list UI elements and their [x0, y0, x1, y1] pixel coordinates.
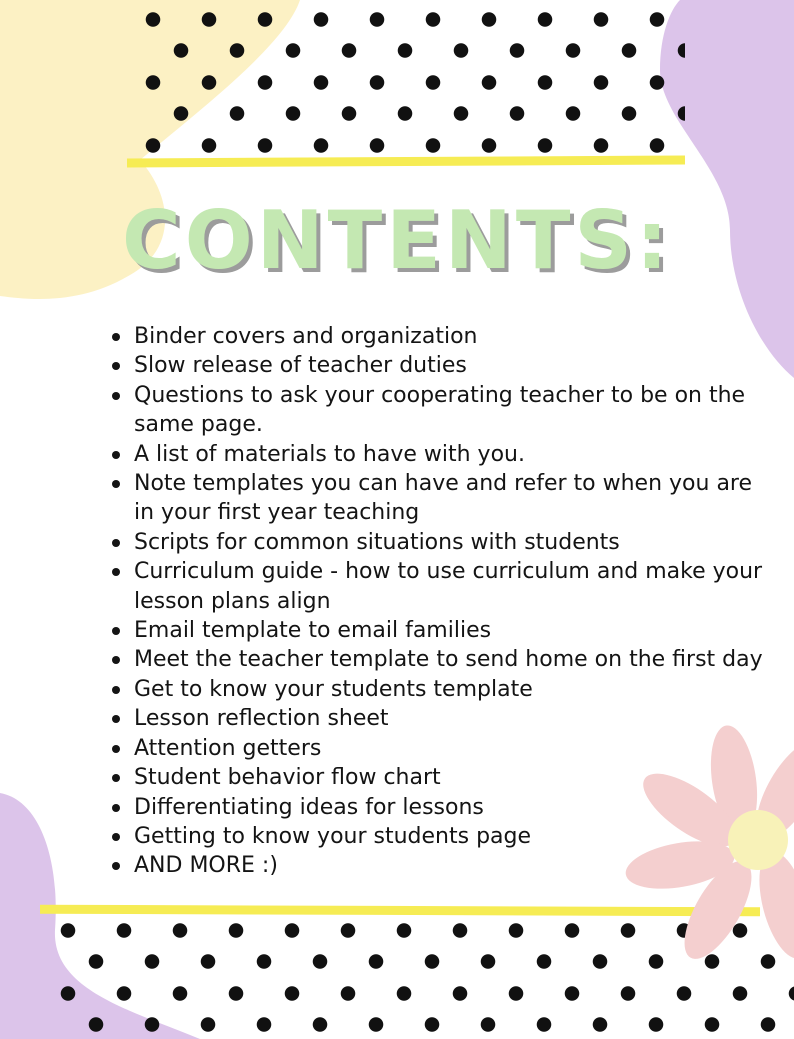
- list-item: Meet the teacher template to send home on the first day: [112, 645, 772, 674]
- bullet-icon: [112, 539, 120, 547]
- bullet-icon: [112, 656, 120, 664]
- bullet-icon: [112, 392, 120, 400]
- bullet-icon: [112, 862, 120, 870]
- list-item: Questions to ask your cooperating teacher to be on the same page.: [112, 381, 772, 440]
- bullet-icon: [112, 715, 120, 723]
- list-item: Binder covers and organization: [112, 322, 772, 351]
- bullet-icon: [112, 480, 120, 488]
- list-item: Attention getters: [112, 734, 772, 763]
- bullet-icon: [112, 804, 120, 812]
- list-item: Get to know your students template: [112, 675, 772, 704]
- list-item: Email template to email families: [112, 616, 772, 645]
- list-item: Scripts for common situations with students: [112, 528, 772, 557]
- page-title: CONTENTS:: [121, 194, 673, 287]
- bullet-icon: [112, 686, 120, 694]
- bullet-icon: [112, 833, 120, 841]
- list-item: AND MORE :): [112, 851, 772, 880]
- bullet-icon: [112, 627, 120, 635]
- bullet-icon: [112, 333, 120, 341]
- list-item: Slow release of teacher duties: [112, 351, 772, 380]
- contents-list: [112, 322, 772, 881]
- bullet-icon: [112, 568, 120, 576]
- bullet-icon: [112, 745, 120, 753]
- list-item: Note templates you can have and refer to when you are in your first year teaching: [112, 469, 772, 528]
- list-item: A list of materials to have with you.: [112, 440, 772, 469]
- bullet-icon: [112, 451, 120, 459]
- bullet-icon: [112, 362, 120, 370]
- list-item: Differentiating ideas for lessons: [112, 793, 772, 822]
- list-item: Lesson reflection sheet: [112, 704, 772, 733]
- list-item: Student behavior flow chart: [112, 763, 772, 792]
- bullet-icon: [112, 774, 120, 782]
- list-item: Getting to know your students page: [112, 822, 772, 851]
- list-item: Curriculum guide - how to use curriculum and make your lesson plans align: [112, 557, 772, 616]
